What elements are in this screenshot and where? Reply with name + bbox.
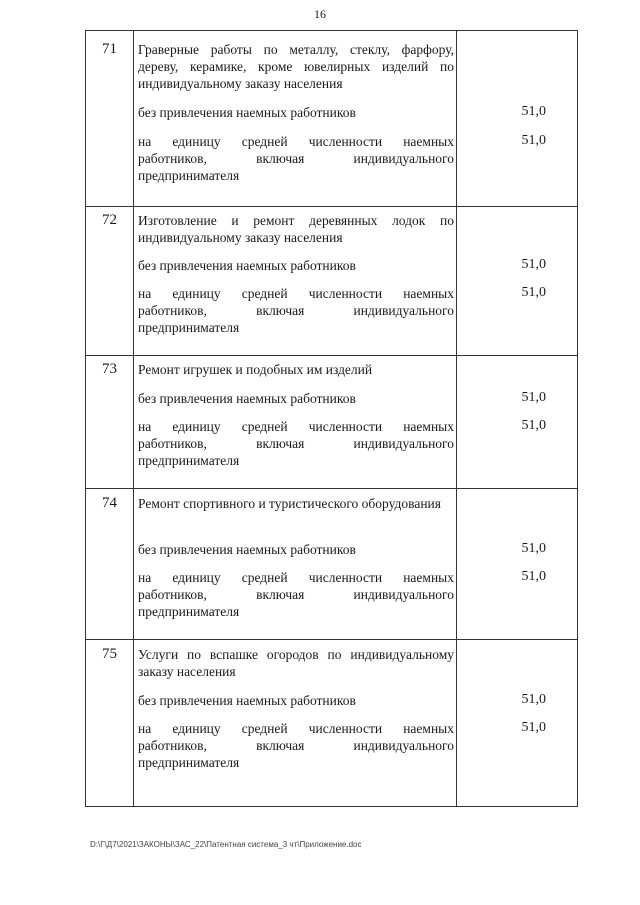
row-divider <box>86 639 577 640</box>
rate-value-no-employees: 51,0 <box>521 541 546 556</box>
document-file-path: D:\Г\Д7\2021\ЗАКОНЫ\ЗАС_22\Патентная система_3 чт\Приложение.doc <box>90 840 362 849</box>
row-number: 73 <box>102 361 117 377</box>
activity-title: Ремонт спортивного и туристического оборудования <box>138 496 441 511</box>
rate-label-no-employees: без привлечения наемных работников <box>138 693 356 708</box>
rate-value-per-employee: 51,0 <box>521 569 546 584</box>
row-number: 75 <box>102 646 117 662</box>
rate-value-per-employee: 51,0 <box>521 418 546 433</box>
rate-label-no-employees: без привлечения наемных работников <box>138 542 356 557</box>
rate-value-per-employee: 51,0 <box>521 285 546 300</box>
row-number: 71 <box>102 41 117 57</box>
activity-title: Изготовление и ремонт деревянных лодок по индивидуальному заказу населения <box>138 213 454 245</box>
rate-label-no-employees: без привлечения наемных работников <box>138 258 356 273</box>
rate-label-per-employee: на единицу средней численности наемных работников, включая индивидуального предпринимателя <box>138 570 454 619</box>
rate-value-per-employee: 51,0 <box>521 133 546 148</box>
row-divider <box>86 206 577 207</box>
rate-label-no-employees: без привлечения наемных работников <box>138 391 356 406</box>
row-divider <box>86 355 577 356</box>
rate-value-no-employees: 51,0 <box>521 390 546 405</box>
patent-rates-table <box>85 30 578 807</box>
rate-label-per-employee: на единицу средней численности наемных работников, включая индивидуального предпринимателя <box>138 134 454 183</box>
rate-label-no-employees: без привлечения наемных работников <box>138 105 356 120</box>
row-number: 74 <box>102 495 117 511</box>
rate-value-no-employees: 51,0 <box>521 104 546 119</box>
rate-label-per-employee: на единицу средней численности наемных работников, включая индивидуального предпринимателя <box>138 721 454 770</box>
rate-label-per-employee: на единицу средней численности наемных работников, включая индивидуального предпринимателя <box>138 419 454 468</box>
rate-value-no-employees: 51,0 <box>521 692 546 707</box>
rate-value-no-employees: 51,0 <box>521 257 546 272</box>
rate-label-per-employee: на единицу средней численности наемных работников, включая индивидуального предпринимателя <box>138 286 454 335</box>
activity-title: Ремонт игрушек и подобных им изделий <box>138 362 373 377</box>
rate-value-per-employee: 51,0 <box>521 720 546 735</box>
activity-title: Услуги по вспашке огородов по индивидуальному заказу населения <box>138 647 454 679</box>
page-number: 16 <box>314 7 326 21</box>
column-divider-number <box>133 31 134 806</box>
row-divider <box>86 488 577 489</box>
activity-title: Граверные работы по металлу, стеклу, фарфору, дереву, керамике, кроме ювелирных изделий по индивидуальному заказу населения <box>138 42 454 91</box>
row-number: 72 <box>102 212 117 228</box>
